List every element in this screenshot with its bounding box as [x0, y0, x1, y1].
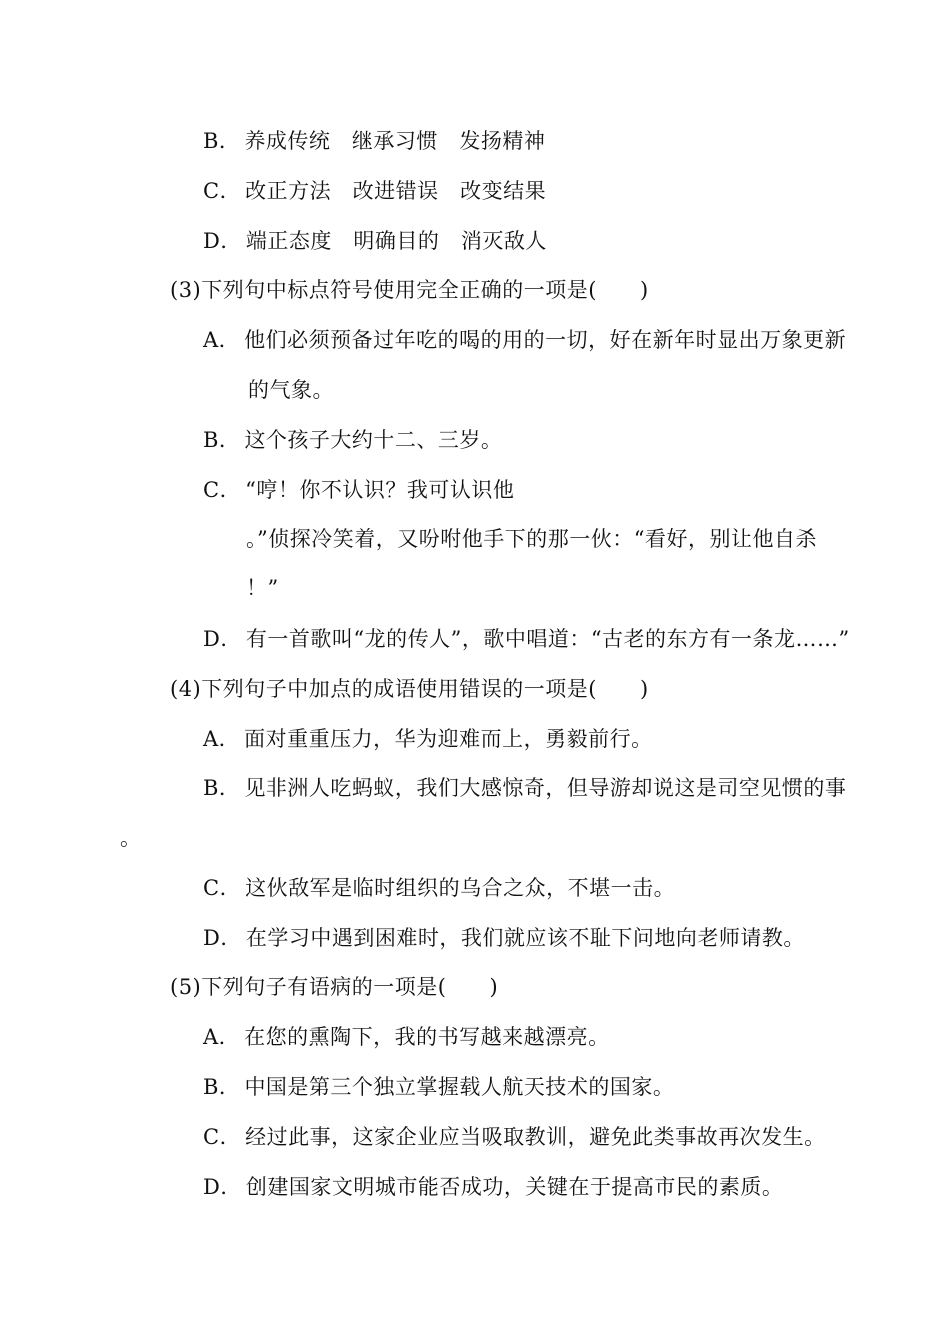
- q4-option-d: [203, 924, 805, 952]
- q3-option-d: [203, 625, 850, 653]
- option-letter: B．: [203, 776, 241, 800]
- q4-option-b: [203, 774, 846, 802]
- option-text: 面对重重压力，华为迎难而上，勇毅前行。: [244, 727, 653, 751]
- q5-option-b: [203, 1073, 674, 1101]
- q5-option-c: [203, 1123, 826, 1151]
- option-text: 端正态度 明确目的 消灭敌人: [245, 229, 547, 253]
- q4-option-a: [203, 725, 653, 753]
- option-letter: B．: [203, 428, 241, 452]
- option-text: 养成传统 继承习惯 发扬精神: [244, 129, 546, 153]
- option-letter: D．: [203, 229, 242, 253]
- option-letter: B．: [203, 129, 241, 153]
- option-text: 这伙敌军是临时组织的乌合之众，不堪一击。: [245, 876, 676, 900]
- option-letter: B．: [203, 1075, 241, 1099]
- q4-option-b-continuation: 。: [120, 826, 142, 850]
- q5-option-d: [203, 1173, 783, 1201]
- q3-option-b: [203, 426, 502, 454]
- option-letter: A．: [203, 1025, 241, 1049]
- q2-option-d: [203, 227, 547, 255]
- option-text: 改正方法 改进错误 改变结果: [245, 179, 547, 203]
- q5-option-a: [203, 1023, 610, 1051]
- q3-option-c: [203, 476, 514, 504]
- option-letter: D．: [203, 1175, 242, 1199]
- option-letter: D．: [203, 926, 242, 950]
- option-letter: A．: [203, 727, 241, 751]
- option-letter: D．: [203, 627, 242, 651]
- q4-option-c: [203, 874, 675, 902]
- q3-option-c-continuation-2: ！”: [246, 576, 279, 600]
- option-letter: C．: [203, 1125, 242, 1149]
- q3-option-c-continuation: 。”侦探冷笑着，又吩咐他手下的那一伙：“看好，别让他自杀: [246, 527, 817, 551]
- option-text: 在学习中遇到困难时，我们就应该不耻下问地向老师请教。: [245, 926, 805, 950]
- option-text: 创建国家文明城市能否成功，关键在于提高市民的素质。: [245, 1175, 784, 1199]
- option-letter: C．: [203, 179, 242, 203]
- option-text: “哼！你不认识？我可认识他: [245, 478, 515, 502]
- option-text: 在您的熏陶下，我的书写越来越漂亮。: [244, 1025, 610, 1049]
- option-text: 他们必须预备过年吃的喝的用的一切，好在新年时显出万象更新: [244, 328, 847, 352]
- option-letter: A．: [203, 328, 241, 352]
- option-letter: C．: [203, 876, 242, 900]
- option-text: 这个孩子大约十二、三岁。: [244, 428, 503, 452]
- q2-option-c: [203, 177, 546, 205]
- option-text: 经过此事，这家企业应当吸取教训，避免此类事故再次发生。: [245, 1125, 826, 1149]
- q3-stem: (3)下列句中标点符号使用完全正确的一项是( ): [170, 278, 649, 302]
- option-text: 见非洲人吃蚂蚁，我们大感惊奇，但导游却说这是司空见惯的事: [244, 776, 847, 800]
- option-text: 有一首歌叫“龙的传人”，歌中唱道：“古老的东方有一条龙……”: [245, 627, 850, 651]
- option-letter: C．: [203, 478, 242, 502]
- q3-option-a-continuation: 的气象。: [248, 378, 334, 402]
- option-text: 中国是第三个独立掌握载人航天技术的国家。: [244, 1075, 675, 1099]
- q3-option-a: [203, 326, 846, 354]
- q4-stem: (4)下列句子中加点的成语使用错误的一项是( ): [170, 677, 649, 701]
- q5-stem: (5)下列句子有语病的一项是( ): [170, 975, 499, 999]
- q2-option-b: [203, 127, 545, 155]
